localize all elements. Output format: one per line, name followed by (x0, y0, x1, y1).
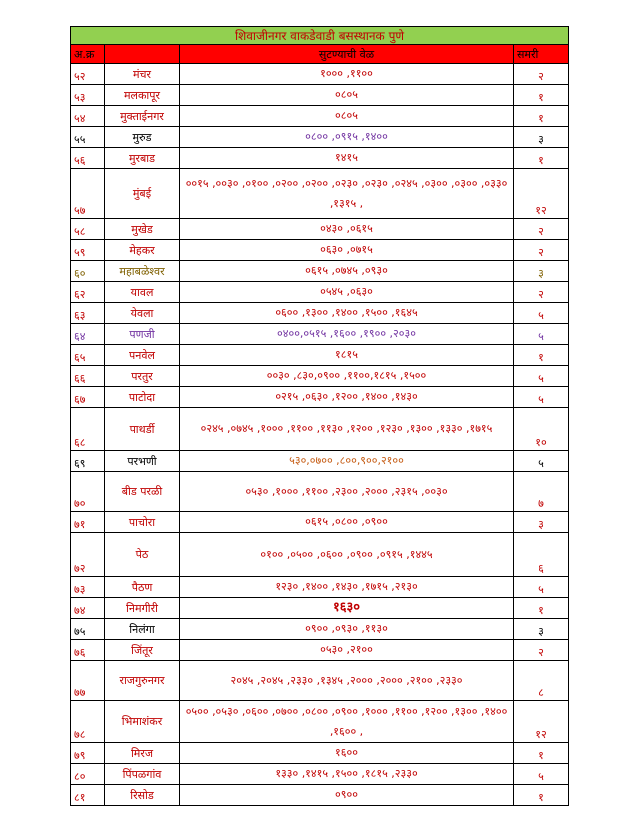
route-departure-times: ०६१५ ,०८०० ,०९०० (180, 512, 514, 533)
route-departure-times: ०९०० ,०९३० ,११३० (180, 619, 514, 640)
route-departure-times: ०५३० ,१००० ,११०० ,२३०० ,२००० ,२३१५ ,००३० (180, 472, 514, 512)
route-number: ६४ (71, 324, 105, 345)
route-destination: येवला (105, 303, 180, 324)
route-trip-count: ५ (514, 451, 569, 472)
sheet-title: शिवाजीनगर वाकडेवाडी बसस्थानक पुणे (71, 27, 569, 45)
table-row (71, 619, 569, 640)
route-number: ५७ (71, 169, 105, 219)
route-number: ५६ (71, 148, 105, 169)
route-departure-times: ०४३० ,०६१५ (180, 219, 514, 240)
route-number: ८१ (71, 785, 105, 806)
route-trip-count: १ (514, 85, 569, 106)
route-destination: मेहकर (105, 240, 180, 261)
table-row (71, 387, 569, 408)
route-trip-count: ५ (514, 324, 569, 345)
table-row (71, 303, 569, 324)
table-row (71, 701, 569, 743)
route-number: ५९ (71, 240, 105, 261)
route-destination: भिमाशंकर (105, 701, 180, 743)
table-row (71, 661, 569, 701)
route-number: ५३ (71, 85, 105, 106)
route-destination: मंचर (105, 64, 180, 85)
route-number: ६२ (71, 282, 105, 303)
route-number: ६५ (71, 345, 105, 366)
route-number: ७६ (71, 640, 105, 661)
route-trip-count: ३ (514, 127, 569, 148)
route-trip-count: २ (514, 64, 569, 85)
route-departure-times: २०४५ ,२०४५ ,२३३० ,१३४५ ,२००० ,२००० ,२१०० ,२३३० (180, 661, 514, 701)
header-destination (105, 45, 180, 64)
route-number: ६६ (71, 366, 105, 387)
table-row (71, 345, 569, 366)
route-departure-times: ०६०० ,१३०० ,१४०० ,१५०० ,१६४५ (180, 303, 514, 324)
route-number: ७१ (71, 512, 105, 533)
route-number: ६९ (71, 451, 105, 472)
route-departure-times: १३३० ,१४१५ ,१५०० ,१८१५ ,२३३० (180, 764, 514, 785)
route-trip-count: १२ (514, 701, 569, 743)
route-destination: मिरज (105, 743, 180, 764)
route-destination: मलकापूर (105, 85, 180, 106)
route-trip-count: २ (514, 282, 569, 303)
route-departure-times: ०५४५ ,०६३० (180, 282, 514, 303)
route-trip-count: १ (514, 743, 569, 764)
route-trip-count: ७ (514, 472, 569, 512)
title-row (71, 27, 569, 45)
route-departure-times: ०९०० (180, 785, 514, 806)
table-row (71, 85, 569, 106)
table-row (71, 512, 569, 533)
table-row (71, 324, 569, 345)
route-destination: बीड परळी (105, 472, 180, 512)
route-destination: पेठ (105, 533, 180, 577)
timetable (70, 26, 569, 806)
route-number: ६० (71, 261, 105, 282)
route-number: ५२ (71, 64, 105, 85)
route-departure-times: ०६१५ ,०७४५ ,०९३० (180, 261, 514, 282)
route-number: ५५ (71, 127, 105, 148)
route-destination: मुरुड (105, 127, 180, 148)
route-number: ६७ (71, 387, 105, 408)
route-departure-times: ०६३० ,०७१५ (180, 240, 514, 261)
header-row (71, 45, 569, 64)
table-row (71, 127, 569, 148)
table-row (71, 219, 569, 240)
table-row (71, 408, 569, 451)
route-departure-times: ०८०० ,०९१५ ,१४०० (180, 127, 514, 148)
route-departure-times: ०८०५ (180, 106, 514, 127)
route-number: ५४ (71, 106, 105, 127)
route-destination: जिंतूर (105, 640, 180, 661)
route-trip-count: ५ (514, 387, 569, 408)
route-destination: पाचोरा (105, 512, 180, 533)
route-number: ६३ (71, 303, 105, 324)
route-destination: निमगीरी (105, 598, 180, 619)
route-trip-count: १ (514, 598, 569, 619)
route-number: ७० (71, 472, 105, 512)
header-serial-no: अ.क्र (71, 45, 105, 64)
route-destination: यावल (105, 282, 180, 303)
route-departure-times: ०५३० ,२१०० (180, 640, 514, 661)
route-destination: मुरबाड (105, 148, 180, 169)
route-trip-count: २ (514, 640, 569, 661)
route-trip-count: १२ (514, 169, 569, 219)
route-destination: मुंबई (105, 169, 180, 219)
route-trip-count: ३ (514, 512, 569, 533)
route-number: ७८ (71, 701, 105, 743)
route-trip-count: ८ (514, 661, 569, 701)
route-number: ७४ (71, 598, 105, 619)
table-row (71, 64, 569, 85)
route-trip-count: १ (514, 345, 569, 366)
table-row (71, 106, 569, 127)
route-trip-count: ३ (514, 261, 569, 282)
route-destination: निलंगा (105, 619, 180, 640)
table-row (71, 640, 569, 661)
route-destination: रिसोड (105, 785, 180, 806)
route-departure-times: १००० ,११०० (180, 64, 514, 85)
route-number: ७५ (71, 619, 105, 640)
table-row (71, 451, 569, 472)
route-destination: मुक्ताईनगर (105, 106, 180, 127)
route-departure-times: ०५०० ,०५३० ,०६०० ,०७०० ,०८०० ,०९०० ,१००० ,११०० ,१२०० ,१३०० ,१४०० ,१६०० , (180, 701, 514, 743)
route-trip-count: ६ (514, 533, 569, 577)
table-row (71, 366, 569, 387)
route-departure-times: ०१०० ,०५०० ,०६०० ,०९०० ,०९१५ ,१४४५ (180, 533, 514, 577)
route-departure-times: १२३० ,१४०० ,१४३० ,१७१५ ,२१३० (180, 577, 514, 598)
route-trip-count: २ (514, 240, 569, 261)
table-row (71, 282, 569, 303)
table-body (71, 64, 569, 806)
route-number: ६८ (71, 408, 105, 451)
route-trip-count: १० (514, 408, 569, 451)
route-destination: पाथर्डी (105, 408, 180, 451)
header-count: समरी (514, 45, 569, 64)
route-trip-count: १ (514, 785, 569, 806)
route-destination: पैठण (105, 577, 180, 598)
route-number: ७२ (71, 533, 105, 577)
route-number: ७९ (71, 743, 105, 764)
route-trip-count: ५ (514, 366, 569, 387)
route-departure-times: ०८०५ (180, 85, 514, 106)
route-departure-times: १८१५ (180, 345, 514, 366)
table-row (71, 169, 569, 219)
route-trip-count: २ (514, 219, 569, 240)
table-row (71, 240, 569, 261)
table-row (71, 577, 569, 598)
route-destination: पणजी (105, 324, 180, 345)
route-trip-count: ५ (514, 764, 569, 785)
route-departure-times: ००३० ,८३०,०९०० ,११००,१८१५ ,१५०० (180, 366, 514, 387)
route-trip-count: १ (514, 148, 569, 169)
route-departure-times: १४१५ (180, 148, 514, 169)
table-row (71, 148, 569, 169)
route-destination: परभणी (105, 451, 180, 472)
route-trip-count: ५ (514, 303, 569, 324)
table-row (71, 261, 569, 282)
route-destination: पिंपळगांव (105, 764, 180, 785)
route-destination: पाटोदा (105, 387, 180, 408)
route-departure-times: १६३० (180, 598, 514, 619)
route-departure-times: ०२४५ ,०७४५ ,१००० ,११०० ,११३० ,१२०० ,१२३० ,१३०० ,१३३० ,१७१५ (180, 408, 514, 451)
route-departure-times: ०२१५ ,०६३० ,१२०० ,१४०० ,१४३० (180, 387, 514, 408)
route-destination: राजगुरुनगर (105, 661, 180, 701)
route-departure-times: ००१५ ,००३० ,०१०० ,०२०० ,०२०० ,०२३० ,०२३० ,०२४५ ,०३०० ,०३०० ,०३३० ,१३१५ , (180, 169, 514, 219)
route-trip-count: ३ (514, 619, 569, 640)
route-destination: परतुर (105, 366, 180, 387)
route-trip-count: ५ (514, 577, 569, 598)
route-number: ५८ (71, 219, 105, 240)
table-row (71, 472, 569, 512)
table-row (71, 598, 569, 619)
table-row (71, 743, 569, 764)
route-number: ७७ (71, 661, 105, 701)
table-row (71, 764, 569, 785)
header-departure-time: सुटण्याची वेळ (180, 45, 514, 64)
route-trip-count: १ (514, 106, 569, 127)
route-destination: पनवेल (105, 345, 180, 366)
route-number: ८० (71, 764, 105, 785)
route-departure-times: १६०० (180, 743, 514, 764)
table-row (71, 785, 569, 806)
route-number: ७३ (71, 577, 105, 598)
route-destination: महाबळेश्वर (105, 261, 180, 282)
route-departure-times: ०४००,०५१५ ,१६०० ,१९०० ,२०३० (180, 324, 514, 345)
route-destination: मुखेड (105, 219, 180, 240)
route-departure-times: ५३०,०७०० ,८००,९००,२१०० (180, 451, 514, 472)
table-row (71, 533, 569, 577)
